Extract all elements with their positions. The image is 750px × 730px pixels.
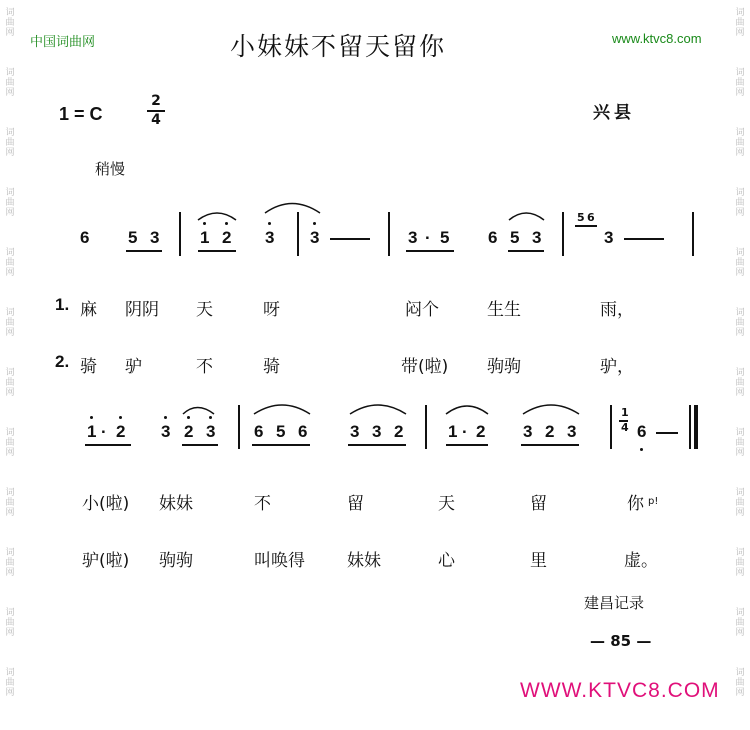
key-signature: 1 = C	[59, 104, 103, 124]
watermark-char: 网	[735, 208, 745, 218]
watermark-char: 词	[5, 428, 15, 438]
watermark-char: 词	[735, 8, 745, 18]
grace-note: 6	[587, 211, 595, 224]
note: 5	[128, 228, 138, 247]
note: 2	[545, 422, 555, 441]
watermark-char: 曲	[5, 558, 15, 568]
lyric: 叫唤得	[254, 551, 305, 571]
watermark-char: 曲	[5, 78, 15, 88]
note: 3	[567, 422, 577, 441]
watermark-char: 曲	[735, 378, 745, 388]
watermark-char: 网	[5, 268, 15, 278]
watermark-char: 词	[5, 188, 15, 198]
lyric: 闷个	[405, 300, 439, 320]
region-label: 兴县	[593, 103, 635, 123]
watermark-group	[3, 540, 17, 600]
watermark-char: 曲	[5, 438, 15, 448]
watermark-char: 曲	[735, 258, 745, 268]
watermark-char: 曲	[5, 498, 15, 508]
slur	[523, 405, 579, 414]
note-dot: .	[425, 224, 430, 243]
lyric: 呀	[263, 300, 280, 320]
watermark-char: 曲	[5, 618, 15, 628]
lyric: 妹妹	[159, 494, 193, 514]
time-signature-top: 2	[151, 93, 161, 109]
slur	[350, 405, 406, 414]
watermark-char: 词	[5, 608, 15, 618]
watermark-char: 词	[5, 68, 15, 78]
slur	[446, 406, 488, 414]
watermark-char: 词	[735, 248, 745, 258]
watermark-char: 词	[5, 308, 15, 318]
watermark-char: 曲	[5, 138, 15, 148]
watermark-char: 网	[735, 148, 745, 158]
watermark-char: 网	[735, 388, 745, 398]
watermark-char: 网	[735, 628, 745, 638]
lyric: 不	[196, 357, 213, 377]
watermark-char: 网	[5, 628, 15, 638]
lyric: 带(啦)	[401, 357, 449, 377]
watermark-char: 词	[735, 128, 745, 138]
lyric: 不	[254, 494, 271, 514]
grace-note: 5	[577, 211, 585, 224]
note: 3	[523, 422, 533, 441]
note: 2	[116, 422, 126, 441]
watermark-char: 曲	[735, 438, 745, 448]
lyric: 驴，	[600, 357, 634, 377]
watermark-char: 曲	[735, 78, 745, 88]
watermark-group	[3, 660, 17, 720]
slur	[183, 408, 214, 415]
watermark-char: 网	[735, 328, 745, 338]
lyric: 妹妹	[347, 551, 381, 571]
watermark-char: 词	[5, 488, 15, 498]
lyric: 驹驹	[487, 357, 521, 377]
note: 5	[440, 228, 450, 247]
note-dot: .	[101, 418, 106, 437]
watermark-group	[733, 540, 747, 600]
note: 6	[488, 228, 498, 247]
slur	[254, 405, 310, 414]
watermark-char: 曲	[5, 198, 15, 208]
lyric: 驴	[125, 357, 142, 377]
watermark-char: 词	[735, 548, 745, 558]
watermark-group	[733, 600, 747, 660]
watermark-char: 曲	[735, 138, 745, 148]
watermark-char: 词	[5, 548, 15, 558]
watermark-char: 曲	[5, 678, 15, 688]
watermark-char: 曲	[5, 18, 15, 28]
watermark-group	[3, 600, 17, 660]
watermark-group	[733, 660, 747, 720]
site-url-watermark: WWW.KTVC8.COM	[520, 679, 720, 702]
watermark-char: 词	[735, 308, 745, 318]
lyric: 生生	[487, 300, 521, 320]
note: 3	[265, 228, 275, 247]
watermark-char: 网	[735, 688, 745, 698]
watermark-char: 网	[5, 688, 15, 698]
watermark-char: 网	[5, 208, 15, 218]
note: 6	[637, 422, 647, 441]
watermark-char: 词	[735, 68, 745, 78]
lyric-mark: p!	[648, 496, 659, 507]
watermark-char: 曲	[5, 258, 15, 268]
lyric: 留	[530, 494, 547, 514]
watermark-group	[3, 480, 17, 540]
note: 2	[394, 422, 404, 441]
watermark-char: 网	[5, 148, 15, 158]
note: 6	[254, 422, 264, 441]
note: 2	[222, 228, 232, 247]
watermark-group	[733, 480, 747, 540]
lyric: 骑	[263, 357, 280, 377]
note: 3	[604, 228, 614, 247]
lyric: 天	[196, 300, 213, 320]
watermark-char: 词	[735, 668, 745, 678]
verse-number: 1.	[55, 295, 70, 314]
watermark-char: 曲	[735, 558, 745, 568]
note: 5	[276, 422, 286, 441]
watermark-char: 曲	[735, 618, 745, 628]
time-signature-bottom: 4	[151, 112, 161, 128]
note: 3	[408, 228, 418, 247]
watermark-char: 网	[5, 88, 15, 98]
watermark-char: 网	[735, 268, 745, 278]
watermark-char: 曲	[735, 18, 745, 28]
watermark-char: 词	[5, 668, 15, 678]
watermark-char: 网	[5, 28, 15, 38]
lyric: 留	[347, 494, 364, 514]
note: 2	[476, 422, 486, 441]
watermark-char: 网	[735, 448, 745, 458]
watermark-char: 词	[735, 368, 745, 378]
tempo-marking: 稍慢	[95, 160, 126, 178]
note: 6	[80, 228, 90, 247]
note: 3	[150, 228, 160, 247]
watermark-char: 网	[5, 568, 15, 578]
site-name-label: 中国词曲网	[30, 35, 96, 50]
watermark-char: 词	[5, 128, 15, 138]
watermark-char: 曲	[735, 678, 745, 688]
note: 3	[206, 422, 216, 441]
note: 3	[350, 422, 360, 441]
watermark-char: 词	[735, 488, 745, 498]
lyric: 小(啦)	[82, 494, 130, 514]
lyric: 骑	[80, 357, 97, 377]
note: 1	[448, 422, 458, 441]
watermark-char: 网	[5, 508, 15, 518]
watermark-char: 词	[735, 188, 745, 198]
lyric: 心	[438, 551, 455, 571]
note: 3	[532, 228, 542, 247]
note: 1	[200, 228, 210, 247]
lyric: 里	[530, 551, 547, 571]
watermark-char: 曲	[5, 378, 15, 388]
watermark-char: 网	[735, 508, 745, 518]
watermark-char: 网	[735, 28, 745, 38]
site-url-label: www.ktvc8.com	[612, 31, 702, 46]
verse-number: 2.	[55, 352, 70, 371]
note: 1	[87, 422, 97, 441]
note: 3	[161, 422, 171, 441]
watermark-char: 网	[735, 88, 745, 98]
transcription-credit: 建昌记录	[584, 594, 645, 612]
note: 3	[372, 422, 382, 441]
lyric: 雨，	[600, 300, 634, 320]
watermark-char: 曲	[5, 318, 15, 328]
note-dot: .	[462, 418, 467, 437]
note: 5	[510, 228, 520, 247]
watermark-char: 曲	[735, 498, 745, 508]
watermark-char: 曲	[735, 198, 745, 208]
watermark-char: 词	[5, 8, 15, 18]
note: 2	[184, 422, 194, 441]
lyric: 你	[627, 494, 644, 514]
lyric: 虚。	[624, 551, 658, 571]
lyric: 驴(啦)	[82, 551, 130, 571]
lyric: 麻	[80, 300, 97, 320]
note: 6	[298, 422, 308, 441]
watermark-char: 网	[5, 328, 15, 338]
watermark-char: 网	[5, 388, 15, 398]
song-title: 小妹妹不留天留你	[230, 32, 447, 61]
watermark-char: 词	[5, 368, 15, 378]
lyric: 阴阴	[125, 300, 159, 320]
grace-numerator: 1	[621, 406, 629, 419]
watermark-char: 词	[5, 248, 15, 258]
page-number: — 85 —	[590, 632, 652, 650]
lyric: 驹驹	[159, 551, 193, 571]
watermark-char: 词	[735, 608, 745, 618]
watermark-char: 网	[735, 568, 745, 578]
lyric: 天	[438, 494, 455, 514]
grace-denominator: 4	[621, 421, 629, 434]
watermark-char: 网	[5, 448, 15, 458]
watermark-char: 词	[735, 428, 745, 438]
watermark-char: 曲	[735, 318, 745, 328]
note: 3	[310, 228, 320, 247]
